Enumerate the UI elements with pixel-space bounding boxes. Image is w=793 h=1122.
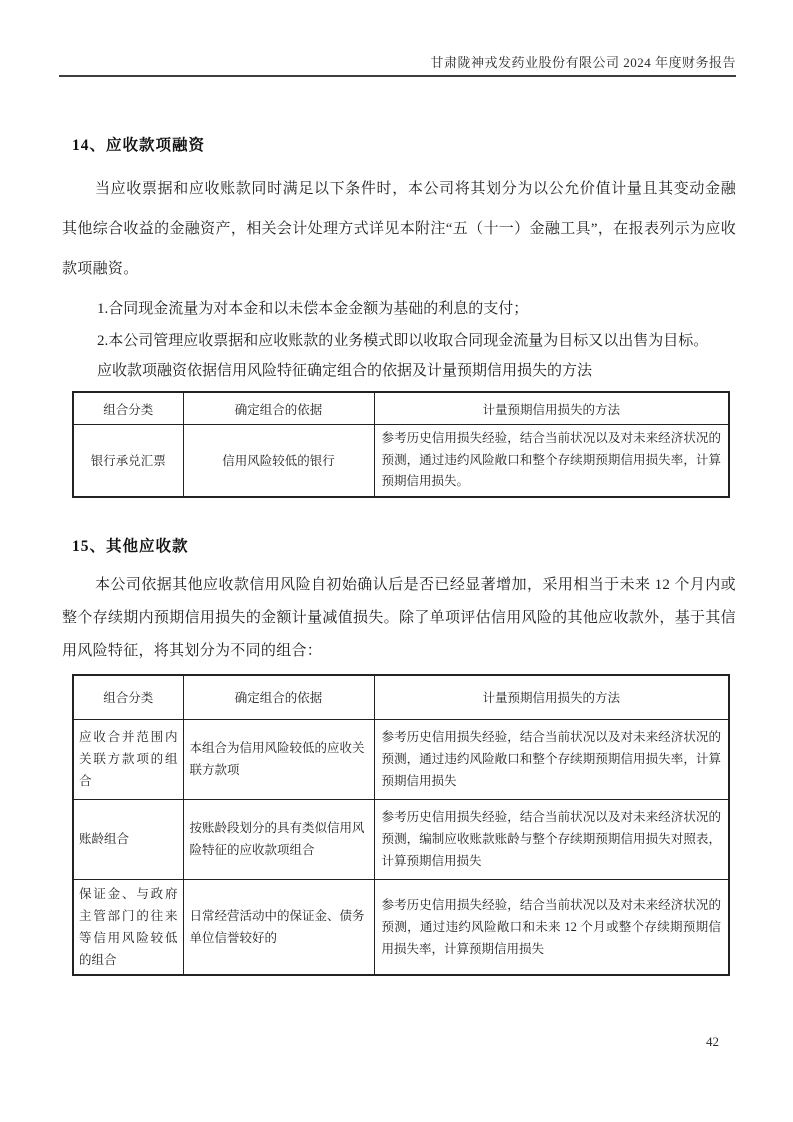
cell-basis: 日常经营活动中的保证金、债务单位信誉较好的	[183, 879, 374, 975]
table-header-row	[73, 675, 729, 720]
table-row	[73, 425, 729, 497]
table-row	[73, 719, 729, 799]
col-header-ecl-method: 计量预期信用损失的方法	[374, 675, 729, 720]
table-row	[73, 879, 729, 975]
section-14-condition-1: 1.合同现金流量为对本金和以未偿本金金额为基础的利息的支付；	[97, 301, 529, 317]
page-header-title: 甘肃陇神戎发药业股份有限公司 2024 年度财务报告	[59, 54, 736, 77]
other-receivables-table	[72, 674, 730, 976]
col-header-portfolio-basis: 确定组合的依据	[183, 675, 374, 720]
table-header-row	[73, 392, 729, 425]
cell-basis: 本组合为信用风险较低的应收关联方款项	[183, 719, 374, 799]
section-15-heading: 15、其他应收款	[72, 537, 189, 555]
cell-basis: 按账龄段划分的具有类似信用风险特征的应收款项组合	[183, 799, 374, 879]
table-row	[73, 799, 729, 879]
col-header-portfolio-category: 组合分类	[73, 675, 183, 720]
section-15-paragraph: 本公司依据其他应收款信用风险自初始确认后是否已经显著增加，采用相当于未来 12 个月内或整个存续期内预期信用损失的金额计量减值损失。除了单项评估信用风险的其他应收款外，基于其信用风险特征，将其划分为不同的组合：	[62, 576, 736, 659]
cell-method: 参考历史信用损失经验，结合当前状况以及对未来经济状况的预测，通过违约风险敞口和整个存续期预期信用损失率，计算预期信用损失	[374, 719, 729, 799]
cell-category: 账龄组合	[73, 799, 183, 879]
section-14-table-intro: 应收款项融资依据信用风险特征确定组合的依据及计量预期信用损失的方法	[97, 363, 593, 379]
cell-method: 参考历史信用损失经验，结合当前状况以及对未来经济状况的预测，通过违约风险敞口和整个存续期预期信用损失率，计算预期信用损失。	[374, 425, 729, 497]
receivables-financing-table	[72, 391, 730, 498]
col-header-portfolio-basis: 确定组合的依据	[183, 392, 374, 425]
col-header-ecl-method: 计量预期信用损失的方法	[374, 392, 729, 425]
cell-method: 参考历史信用损失经验，结合当前状况以及对未来经济状况的预测，编制应收账款账龄与整个存续期预期信用损失对照表，计算预期信用损失	[374, 799, 729, 879]
cell-basis: 信用风险较低的银行	[183, 425, 374, 497]
cell-category: 银行承兑汇票	[73, 425, 183, 497]
page-content	[62, 77, 736, 976]
section-14-heading: 14、应收款项融资	[72, 137, 206, 154]
cell-category: 应收合并范围内关联方款项的组合	[73, 719, 183, 799]
section-14-condition-2: 2.本公司管理应收票据和应收账款的业务模式即以收取合同现金流量为目标又以出售为目标。	[97, 333, 709, 349]
col-header-portfolio-category: 组合分类	[73, 392, 183, 425]
section-14-paragraph: 当应收票据和应收账款同时满足以下条件时，本公司将其划分为以公允价值计量且其变动金融其他综合收益的金融资产，相关会计处理方式详见本附注“五（十一）金融工具”，在报表列示为应收款项融资。	[62, 181, 736, 277]
page-number: 42	[706, 1034, 719, 1049]
cell-category: 保证金、与政府主管部门的往来等信用风险较低的组合	[73, 879, 183, 975]
cell-method: 参考历史信用损失经验，结合当前状况以及对未来经济状况的预测，通过违约风险敞口和未来 12 个月或整个存续期预期信用损失率，计算预期信用损失	[374, 879, 729, 975]
